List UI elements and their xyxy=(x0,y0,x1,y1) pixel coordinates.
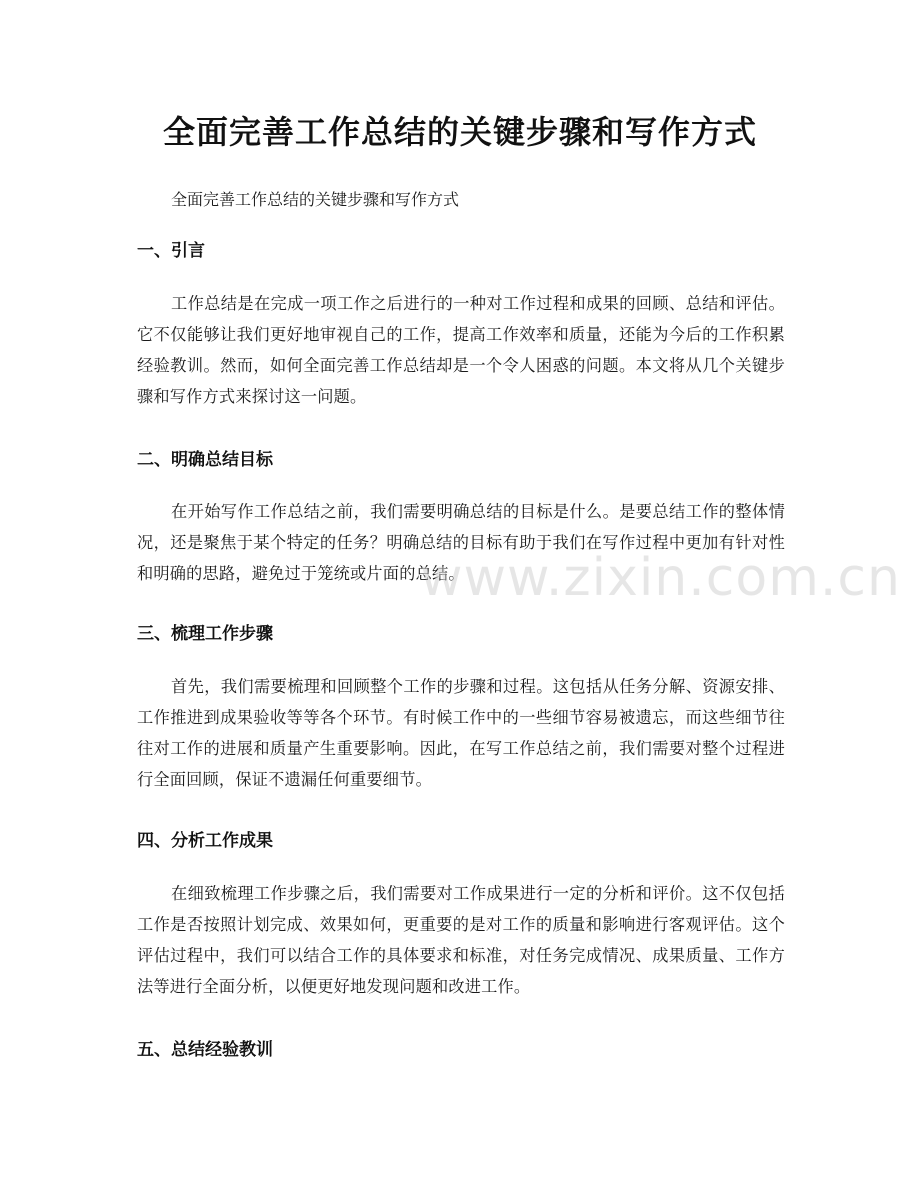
section-heading-introduction: 一、引言 xyxy=(137,241,205,261)
watermark: www.zixin.com.cn xyxy=(420,548,901,608)
section-paragraph-define-goal: 在开始写作工作总结之前，我们需要明确总结的目标是什么。是要总结工作的整体情况，还是聚焦于某个特定的任务？明确总结的目标有助于我们在写作过程中更加有针对性和明确的思路，避免过于笼统或片面的总结。 xyxy=(137,502,785,583)
section-heading-analyze-results: 四、分析工作成果 xyxy=(137,831,273,851)
section-heading-lessons-learned: 五、总结经验教训 xyxy=(137,1040,273,1060)
section-paragraph-analyze-results: 在细致梳理工作步骤之后，我们需要对工作成果进行一定的分析和评价。这不仅包括工作是否按照计划完成、效果如何，更重要的是对工作的质量和影响进行客观评估。这个评估过程中，我们可以结合工作的具体要求和标准，对任务完成情况、成果质量、工作方法等进行全面分析，以便更好地发现问题和改进工作。 xyxy=(137,884,785,996)
section-heading-define-goal: 二、明确总结目标 xyxy=(137,450,273,470)
section-paragraph-introduction: 工作总结是在完成一项工作之后进行的一种对工作过程和成果的回顾、总结和评估。它不仅能够让我们更好地审视自己的工作，提高工作效率和质量，还能为今后的工作积累经验教训。然而，如何全面完善工作总结却是一个令人困惑的问题。本文将从几个关键步骤和写作方式来探讨这一问题。 xyxy=(137,294,785,406)
section-heading-review-steps: 三、梳理工作步骤 xyxy=(137,624,273,644)
document-title: 全面完善工作总结的关键步骤和写作方式 xyxy=(162,113,757,151)
document-subtitle: 全面完善工作总结的关键步骤和写作方式 xyxy=(171,190,460,209)
section-paragraph-review-steps: 首先，我们需要梳理和回顾整个工作的步骤和过程。这包括从任务分解、资源安排、工作推进到成果验收等等各个环节。有时候工作中的一些细节容易被遗忘，而这些细节往往对工作的进展和质量产生重要影响。因此，在写工作总结之前，我们需要对整个过程进行全面回顾，保证不遗漏任何重要细节。 xyxy=(137,677,785,789)
